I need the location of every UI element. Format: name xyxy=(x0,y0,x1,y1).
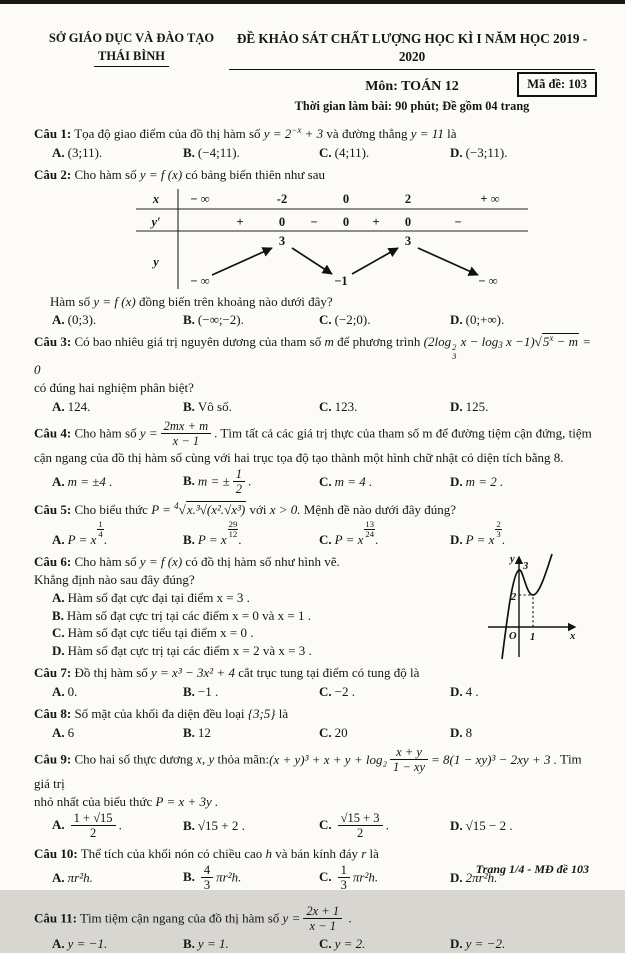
graph-label: x xyxy=(570,630,576,642)
option xyxy=(450,398,595,416)
option xyxy=(52,683,183,701)
graph-label: y xyxy=(510,553,515,565)
question-text: Câu 7: Đồ thị hàm số y = x³ − 3x² + 4 cắt trục tung tại điểm có tung độ là xyxy=(34,665,420,681)
option: A. P = x $\frac{1}{4}$ . xyxy=(52,518,107,547)
option: B. P = x $\frac{29}{12}$ . xyxy=(183,518,242,547)
question-label: Câu 10: xyxy=(34,845,78,861)
option-key: A. xyxy=(52,531,65,547)
table-value: -2 xyxy=(276,191,288,206)
option-key: B. xyxy=(183,935,195,951)
question-text: Khẳng định nào sau đây đúng? xyxy=(34,571,195,587)
question-text: Câu 2: Cho hàm số y = f (x) có bảng biến thiên như sau xyxy=(34,166,325,182)
option-value: (4;11). xyxy=(334,144,370,160)
table-sign: + xyxy=(372,214,380,229)
question-9 xyxy=(34,746,595,841)
question-6 xyxy=(34,553,595,661)
option-value: 2πr²h. xyxy=(465,870,498,886)
option-key: A. xyxy=(52,144,65,160)
option xyxy=(183,683,319,701)
option-key: A. xyxy=(52,312,65,328)
equation: (2log 2 3 $x - \log_3 x -1)√5^x - m = 0$ xyxy=(34,333,592,378)
option-value: y = 1. xyxy=(197,935,229,951)
option-value: P = x xyxy=(67,531,97,547)
graph-label: O xyxy=(509,630,517,642)
option xyxy=(183,724,319,742)
option xyxy=(52,642,502,660)
option xyxy=(52,724,183,742)
option-value: (3;11). xyxy=(67,144,103,160)
option-value: 0. xyxy=(67,684,78,700)
option-value: 123. xyxy=(334,398,358,414)
option xyxy=(183,817,319,835)
option-value: . xyxy=(118,817,122,833)
table-arrow xyxy=(418,248,478,275)
question-8 xyxy=(34,705,595,742)
question-text: Câu 9: Cho hai số thực dương x, y thỏa mãn:(x + y)³ + x + y + log₂ $\frac{x + y}{1 - xy}$ = 8(1 − xy)³ − 2xy + 3 . Tìm giá trị xyxy=(34,745,582,792)
option xyxy=(450,724,595,742)
option-value: . xyxy=(385,817,389,833)
org-line1: SỞ GIÁO DỤC VÀ ĐÀO TẠO xyxy=(48,31,215,45)
option xyxy=(52,473,183,491)
question-label: Câu 6: xyxy=(34,553,72,569)
option-value: √15 + 2 . xyxy=(197,818,245,834)
question-text: Hàm số y = f (x) đồng biến trên khoảng nào dưới đây? xyxy=(50,293,333,309)
option-value: Hàm số đạt cực đại tại điểm x = 3 . xyxy=(67,589,250,605)
option xyxy=(183,311,319,329)
option-key: A. xyxy=(52,935,65,951)
option-key: B. xyxy=(183,869,195,885)
option-key: D. xyxy=(450,312,463,328)
question-label: Câu 9: xyxy=(34,751,72,767)
table-value: − ∞ xyxy=(190,273,210,288)
option-value: (−3;11). xyxy=(465,144,508,160)
function-graph xyxy=(485,549,581,661)
option-key: D. xyxy=(450,935,463,951)
options-row xyxy=(34,144,595,162)
question-text: nhỏ nhất của biểu thức P = x + 3y . xyxy=(34,794,219,809)
subject-line: Môn: TOÁN 12 xyxy=(365,79,459,95)
option-value: y = −1. xyxy=(67,935,108,951)
fraction: $\frac{1}{2}$ xyxy=(233,467,245,496)
radicand: $5^x - m$ xyxy=(542,333,578,350)
table-value: −1 xyxy=(334,273,348,288)
question-1 xyxy=(34,125,595,162)
option-value: (−∞;−2). xyxy=(197,312,244,328)
option xyxy=(52,624,502,642)
question-label: Câu 11: xyxy=(34,910,77,926)
fraction: $\frac{4}{3}$ xyxy=(201,863,213,892)
option-key: B. xyxy=(52,607,64,623)
equation: P = $^4$√x.³√(x².√x³) xyxy=(151,500,246,517)
option xyxy=(319,683,450,701)
option: D. P = x $\frac{2}{3}$ . xyxy=(450,518,505,547)
option-key: D. xyxy=(450,725,463,741)
option xyxy=(52,144,183,162)
options-row xyxy=(34,935,595,953)
option-key: C. xyxy=(319,869,332,885)
question-label: Câu 5: xyxy=(34,501,72,517)
option xyxy=(183,144,319,162)
option-key: C. xyxy=(319,144,332,160)
table-arrow xyxy=(292,248,332,274)
option-key: A. xyxy=(52,725,65,741)
option xyxy=(450,935,595,953)
question-text: Câu 4: Cho hàm số y = $\frac{2mx + m}{x - 1}$ . Tìm tất cả các giá trị thực của tham số m để đường tiệm cận đứng, tiệm xyxy=(34,418,592,448)
option-value: (−2;0). xyxy=(334,312,371,328)
option-key: C. xyxy=(319,684,332,700)
option-key: C. xyxy=(319,531,332,547)
option xyxy=(319,473,450,491)
options-row xyxy=(34,812,595,841)
option: C. P = x $\frac{13}{24}$ . xyxy=(319,518,379,547)
option-key: A. xyxy=(52,817,65,833)
option-value: m = ±4 . xyxy=(67,474,113,490)
option xyxy=(52,935,183,953)
option xyxy=(450,683,595,701)
graph-label: 3 xyxy=(523,560,529,572)
question-11 xyxy=(34,905,595,953)
org-line2: THÁI BÌNH xyxy=(94,48,169,68)
question-text: Câu 10: Thể tích của khối nón có chiều cao h và bán kính đáy r là xyxy=(34,845,379,861)
table-arrow xyxy=(352,248,398,274)
question-7 xyxy=(34,664,595,701)
fraction: $\frac{2mx + m}{x - 1}$ xyxy=(161,419,212,448)
option-key: A. xyxy=(52,589,65,605)
option xyxy=(450,817,595,835)
header-center xyxy=(229,22,595,115)
org-block xyxy=(34,22,229,115)
question-text: cận ngang của đồ thị hàm số cùng với hai trục tọa độ tạo thành một hình chữ nhật có diện tích bằng 8. xyxy=(34,449,564,465)
question-label: Câu 7: xyxy=(34,665,72,681)
option-value: m = 2 . xyxy=(465,474,504,490)
option-value: πr²h. xyxy=(67,870,93,886)
fraction: $\frac{√15 + 3}{2}$ xyxy=(338,811,383,840)
option-value: (0;+∞). xyxy=(465,312,505,328)
equation: (x + y)³ + x + y + log₂ $\frac{x + y}{1 - xy}$ = 8(1 − xy)³ − 2xy + 3 . xyxy=(269,745,557,775)
question-text: Câu 6: Cho hàm số y = f (x) có đồ thị hàm số như hình vẽ. xyxy=(34,553,340,569)
option-value: 20 xyxy=(334,725,348,741)
option xyxy=(319,812,450,841)
exam-code-box: Mã đề: 103 xyxy=(517,72,597,97)
option-value: Hàm số đạt cực trị tại các điểm x = 0 và x = 1 . xyxy=(66,607,312,623)
question-label: Câu 8: xyxy=(34,706,72,722)
option-value: −2 . xyxy=(334,684,355,700)
options-row xyxy=(34,311,595,329)
option-key: A. xyxy=(52,398,65,414)
question-label: Câu 1: xyxy=(34,125,72,141)
graph-label: 1 xyxy=(530,631,536,643)
option-value: P = x xyxy=(197,531,227,547)
question-text: Câu 3: Có bao nhiêu giá trị nguyên dương của tham số m để phương trình (2log 2 3 $x - \log_3 x -1)√5^x - m = 0$ xyxy=(34,333,592,378)
table-value: − ∞ xyxy=(478,273,498,288)
table-sign: 0 xyxy=(342,214,350,229)
option xyxy=(52,311,183,329)
option-value: √15 − 2 . xyxy=(465,818,513,834)
option-value: Hàm số đạt cực trị tại các điểm x = 2 và x = 3 . xyxy=(67,643,312,659)
question-4 xyxy=(34,420,595,497)
fraction: $\frac{1 + √15}{2}$ xyxy=(71,811,116,840)
option-key: D. xyxy=(450,684,463,700)
table-x-label: x xyxy=(152,191,160,206)
table-sign: 0 xyxy=(404,214,412,229)
option xyxy=(319,398,450,416)
option xyxy=(319,864,450,893)
option-key: B. xyxy=(183,473,195,489)
question-text: Câu 1: Tọa độ giao điểm của đồ thị hàm số $y = 2^{-x} + 3$ và đường thẳng y = 11 là xyxy=(34,124,457,141)
option-key: B. xyxy=(183,818,195,834)
table-value: + ∞ xyxy=(480,191,500,206)
option-key: C. xyxy=(52,625,65,641)
option xyxy=(52,607,502,625)
exponent-fraction: $\frac{2}{3}$ xyxy=(496,518,501,539)
option-key: C. xyxy=(319,312,332,328)
option xyxy=(450,473,595,491)
question-2 xyxy=(34,166,595,330)
options-row xyxy=(34,398,595,416)
table-yprime-label: y′ xyxy=(151,214,161,229)
option-value: −1 . xyxy=(197,684,219,700)
fraction: $\frac{x + y}{1 - xy}$ xyxy=(390,745,428,774)
question-text: Câu 11: Tìm tiệm cận ngang của đồ thị hàm số y = $\frac{2x + 1}{x - 1}$ . xyxy=(34,903,352,933)
question-label: Câu 4: xyxy=(34,425,72,441)
option xyxy=(319,724,450,742)
option-value: 8 xyxy=(465,725,473,741)
exponent-fraction: $\frac{1}{4}$ xyxy=(98,518,103,539)
question-5 xyxy=(34,501,595,549)
question-text: Câu 8: Số mặt của khối đa diện đều loại {3;5} là xyxy=(34,706,289,722)
option-value: P = x xyxy=(465,531,495,547)
option-key: A. xyxy=(52,684,65,700)
option xyxy=(183,935,319,953)
option-key: A. xyxy=(52,474,65,490)
option xyxy=(183,398,319,416)
option-key: B. xyxy=(183,725,195,741)
table-value: 3 xyxy=(278,233,286,248)
radicand: x.³√(x².√x³) xyxy=(186,501,246,517)
options-row xyxy=(34,520,595,549)
option-value: y = 2. xyxy=(334,935,366,951)
question-text: có đúng hai nghiệm phân biệt? xyxy=(34,379,194,395)
option-value: 6 xyxy=(67,725,75,741)
option-key: A. xyxy=(52,870,65,886)
table-value: − ∞ xyxy=(190,191,210,206)
exponent-fraction: $\frac{29}{12}$ xyxy=(228,518,238,539)
header xyxy=(34,22,595,115)
table-sign: − xyxy=(454,214,462,229)
option-key: D. xyxy=(450,398,463,414)
option-value: 4 . xyxy=(465,684,479,700)
options-row xyxy=(34,724,595,742)
option xyxy=(319,144,450,162)
option-key: D. xyxy=(52,643,65,659)
option: B. m = ± $\frac{1}{2}$ . xyxy=(183,466,252,496)
option xyxy=(319,311,450,329)
page-footer: Trang 1/4 - MĐ đề 103 xyxy=(475,862,589,877)
option-key: D. xyxy=(450,818,463,834)
exam-title: ĐỀ KHẢO SÁT CHẤT LƯỢNG HỌC KÌ I NĂM HỌC 2019 - 2020 xyxy=(229,30,595,70)
options-row xyxy=(34,468,595,497)
option-value: Hàm số đạt cực tiểu tại điểm x = 0 . xyxy=(67,625,254,641)
duration-line: Thời gian làm bài: 90 phút; Đề gồm 04 trang xyxy=(294,98,530,113)
option xyxy=(450,144,595,162)
table-sign: − xyxy=(310,214,318,229)
fraction: $\frac{1}{3}$ xyxy=(338,863,350,892)
table-arrow xyxy=(212,248,272,275)
question-text: Câu 5: Cho biểu thức P = $^4$√x.³√(x².√x³) với x > 0. Mệnh đề nào dưới đây đúng? xyxy=(34,500,456,517)
question-3 xyxy=(34,333,595,415)
graph-label: 2 xyxy=(511,591,517,603)
option-value: Vô số. xyxy=(197,398,232,414)
option xyxy=(52,869,183,887)
option-value: (−4;11). xyxy=(197,144,240,160)
variation-table xyxy=(134,187,532,291)
option-value: y = −2. xyxy=(465,935,506,951)
question-label: Câu 3: xyxy=(34,334,72,350)
question-label: Câu 2: xyxy=(34,166,72,182)
option xyxy=(183,864,319,893)
option-key: D. xyxy=(450,144,463,160)
option-value: P = x xyxy=(334,531,364,547)
option-value: πr²h. xyxy=(216,869,242,885)
option-key: B. xyxy=(183,531,195,547)
option-key: C. xyxy=(319,817,332,833)
options-row xyxy=(34,683,595,701)
exponent-fraction: $\frac{13}{24}$ xyxy=(365,518,374,539)
option-key: C. xyxy=(319,935,332,951)
table-value: 2 xyxy=(404,191,412,206)
option xyxy=(52,812,183,841)
option-value: 12 xyxy=(197,725,211,741)
option-value: (0;3). xyxy=(67,312,97,328)
option-key: C. xyxy=(319,398,332,414)
option xyxy=(52,398,183,416)
options-column xyxy=(34,589,502,661)
option-value: 125. xyxy=(465,398,489,414)
option-value: m = ± xyxy=(197,473,230,489)
table-sign: 0 xyxy=(278,214,286,229)
option-key: B. xyxy=(183,312,195,328)
option-key: C. xyxy=(319,725,332,741)
option-value: πr²h. xyxy=(352,869,379,885)
fraction: $\frac{2x + 1}{x - 1}$ xyxy=(303,904,342,933)
option xyxy=(450,311,595,329)
option-key: D. xyxy=(450,474,463,490)
scan-edge xyxy=(0,0,625,4)
option-value: 124. xyxy=(67,398,91,414)
option xyxy=(319,935,450,953)
table-value: 3 xyxy=(404,233,412,248)
option-key: D. xyxy=(450,870,463,886)
table-sign: + xyxy=(236,214,244,229)
option-key: D. xyxy=(450,531,463,547)
option-key: B. xyxy=(183,144,195,160)
option-value: m = 4 . xyxy=(334,474,373,490)
option xyxy=(52,589,502,607)
option-key: B. xyxy=(183,684,195,700)
table-y-label: y xyxy=(153,254,159,269)
option-key: B. xyxy=(183,398,195,414)
table-value: 0 xyxy=(342,191,350,206)
option-key: C. xyxy=(319,474,332,490)
